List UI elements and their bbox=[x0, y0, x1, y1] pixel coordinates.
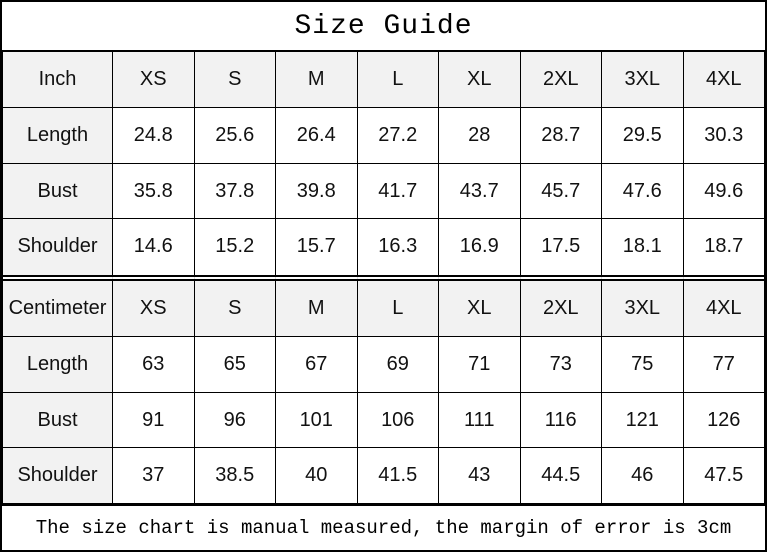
value-cell: 121 bbox=[602, 392, 684, 448]
value-cell: 63 bbox=[113, 337, 195, 393]
value-cell: 49.6 bbox=[683, 163, 765, 219]
value-cell: 67 bbox=[276, 337, 358, 393]
value-cell: 45.7 bbox=[520, 163, 602, 219]
size-header-cell: 2XL bbox=[520, 51, 602, 108]
value-cell: 46 bbox=[602, 448, 684, 504]
size-header-cell: L bbox=[357, 280, 439, 337]
value-cell: 47.5 bbox=[683, 448, 765, 504]
table-row bbox=[3, 219, 765, 276]
value-cell: 26.4 bbox=[276, 108, 358, 164]
size-header-cell: 3XL bbox=[602, 280, 684, 337]
footer-note: The size chart is manual measured, the margin of error is 3cm bbox=[2, 504, 765, 550]
value-cell: 30.3 bbox=[683, 108, 765, 164]
value-cell: 29.5 bbox=[602, 108, 684, 164]
size-header-cell: 4XL bbox=[683, 280, 765, 337]
value-cell: 39.8 bbox=[276, 163, 358, 219]
size-header-cell: S bbox=[194, 280, 276, 337]
row-label-cell: Shoulder bbox=[3, 448, 113, 504]
value-cell: 44.5 bbox=[520, 448, 602, 504]
size-header-cell: 4XL bbox=[683, 51, 765, 108]
value-cell: 18.1 bbox=[602, 219, 684, 276]
table-row bbox=[3, 392, 765, 448]
value-cell: 38.5 bbox=[194, 448, 276, 504]
value-cell: 96 bbox=[194, 392, 276, 448]
value-cell: 17.5 bbox=[520, 219, 602, 276]
value-cell: 43 bbox=[439, 448, 521, 504]
value-cell: 41.7 bbox=[357, 163, 439, 219]
size-header-cell: M bbox=[276, 51, 358, 108]
value-cell: 40 bbox=[276, 448, 358, 504]
row-label-cell: Length bbox=[3, 337, 113, 393]
value-cell: 15.2 bbox=[194, 219, 276, 276]
table-row bbox=[3, 163, 765, 219]
size-header-cell: XL bbox=[439, 51, 521, 108]
unit-header-cell: Centimeter bbox=[3, 280, 113, 337]
row-label-cell: Bust bbox=[3, 392, 113, 448]
value-cell: 28 bbox=[439, 108, 521, 164]
value-cell: 111 bbox=[439, 392, 521, 448]
size-header-cell: 2XL bbox=[520, 280, 602, 337]
inch-header-row bbox=[3, 51, 765, 108]
value-cell: 116 bbox=[520, 392, 602, 448]
value-cell: 16.9 bbox=[439, 219, 521, 276]
size-header-cell: XS bbox=[113, 51, 195, 108]
value-cell: 24.8 bbox=[113, 108, 195, 164]
size-header-cell: 3XL bbox=[602, 51, 684, 108]
table-row bbox=[3, 108, 765, 164]
value-cell: 35.8 bbox=[113, 163, 195, 219]
unit-header-cell: Inch bbox=[3, 51, 113, 108]
value-cell: 28.7 bbox=[520, 108, 602, 164]
value-cell: 15.7 bbox=[276, 219, 358, 276]
value-cell: 73 bbox=[520, 337, 602, 393]
table-row bbox=[3, 337, 765, 393]
table-row bbox=[3, 448, 765, 504]
value-cell: 37 bbox=[113, 448, 195, 504]
value-cell: 43.7 bbox=[439, 163, 521, 219]
size-header-cell: XS bbox=[113, 280, 195, 337]
value-cell: 18.7 bbox=[683, 219, 765, 276]
row-label-cell: Shoulder bbox=[3, 219, 113, 276]
value-cell: 41.5 bbox=[357, 448, 439, 504]
value-cell: 106 bbox=[357, 392, 439, 448]
size-guide-table bbox=[2, 50, 765, 504]
value-cell: 101 bbox=[276, 392, 358, 448]
row-label-cell: Length bbox=[3, 108, 113, 164]
value-cell: 25.6 bbox=[194, 108, 276, 164]
size-header-cell: XL bbox=[439, 280, 521, 337]
value-cell: 65 bbox=[194, 337, 276, 393]
size-header-cell: L bbox=[357, 51, 439, 108]
value-cell: 16.3 bbox=[357, 219, 439, 276]
value-cell: 75 bbox=[602, 337, 684, 393]
value-cell: 77 bbox=[683, 337, 765, 393]
value-cell: 47.6 bbox=[602, 163, 684, 219]
cm-header-row bbox=[3, 280, 765, 337]
value-cell: 71 bbox=[439, 337, 521, 393]
value-cell: 14.6 bbox=[113, 219, 195, 276]
size-header-cell: S bbox=[194, 51, 276, 108]
value-cell: 126 bbox=[683, 392, 765, 448]
row-label-cell: Bust bbox=[3, 163, 113, 219]
page-title: Size Guide bbox=[294, 10, 473, 42]
value-cell: 27.2 bbox=[357, 108, 439, 164]
value-cell: 69 bbox=[357, 337, 439, 393]
value-cell: 37.8 bbox=[194, 163, 276, 219]
size-header-cell: M bbox=[276, 280, 358, 337]
value-cell: 91 bbox=[113, 392, 195, 448]
